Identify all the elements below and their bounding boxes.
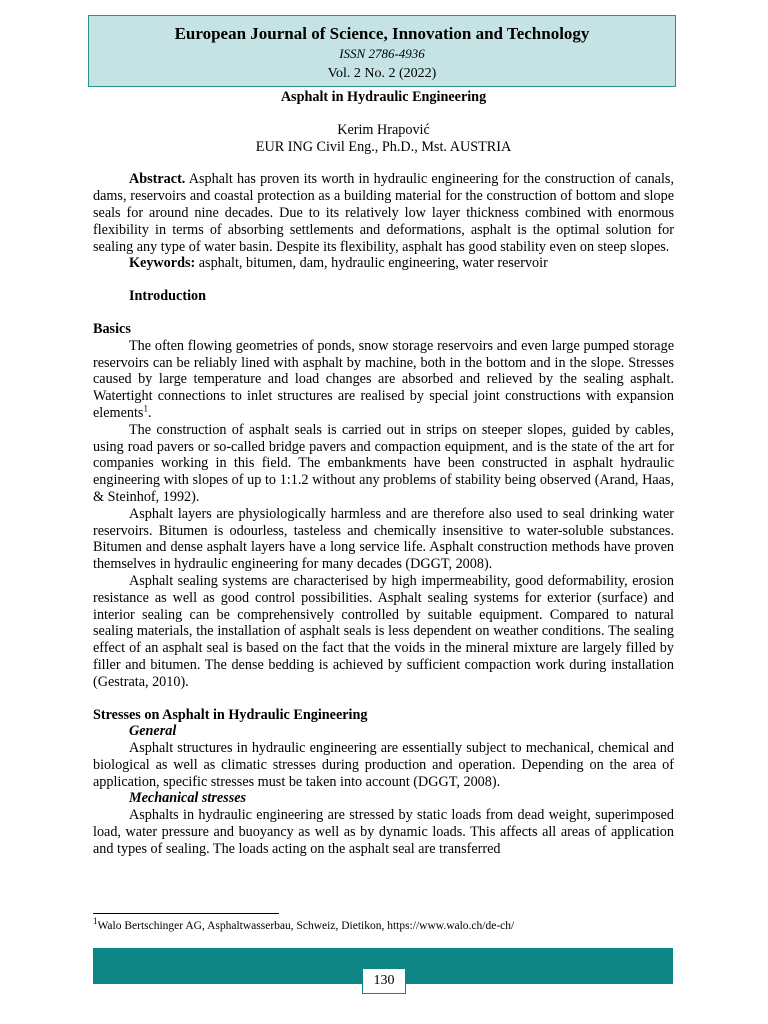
paragraph-end: . [147,404,152,421]
paragraph: Asphalt sealing systems are characterised by high impermeability, good deformability, erosion resistance as well as good control possibilities. Asphalt sealing systems for exterior (surface) and interior sealing can be comprehensively controlled by suitable equipment. Compared to natural sealing materials, the installation of asphalt seals is less dependent on weather conditions. The sealing effect of an asphalt seal is based on the fact that the voids in the mineral mixture are largely filled by filler and bitumen. The dense bedding is achieved by sufficient compaction work during installation (Gestrata, 2010). [93,572,674,690]
volume-issue: Vol. 2 No. 2 (2022) [327,66,437,81]
stresses-heading: Stresses on Asphalt in Hydraulic Engineering [93,706,368,723]
basics-heading: Basics [93,320,131,337]
abstract [93,171,674,255]
page-number: 130 [362,968,406,994]
keywords-text: asphalt, bitumen, dam, hydraulic engineering, water reservoir [195,255,548,272]
abstract-label: Abstract. [129,171,186,188]
paragraph: Asphalt layers are physiologically harmless and are therefore also used to seal drinking water reservoirs. Bitumen is odourless, tasteless and chemically insensitive to water-soluble substances. Bitumen and dense asphalt layers have a long service life. Asphalt construction methods have proven themselves in hydraulic engineering for many decades (DGGT, 2008). [93,505,674,573]
footnote-mark: 1 [93,916,98,927]
paragraph: Asphalt structures in hydraulic engineering are essentially subject to mechanical, chemical and biological as well as climatic stresses during production and operation. Depending on the area of application, specific stresses must be taken into account (DGGT, 2008). [93,740,674,790]
issn: ISSN 2786-4936 [339,46,425,61]
paragraph-text: The often flowing geometries of ponds, snow storage reservoirs and even large pumped storage reservoirs can be reliably lined with asphalt by machine, both in the bottom and in the slope. Stresses caused by large temperature and load changes are absorbed and relieved by the sealing asphalt. Watertight connections to inlet structures are realised by special joint constructions with expansion elements [93,337,674,421]
journal-header [88,15,676,87]
footnote-divider [93,913,279,914]
author-name: Kerim Hrapović [337,121,430,138]
footnote [93,916,515,932]
paper-title: Asphalt in Hydraulic Engineering [280,89,487,105]
journal-title: European Journal of Science, Innovation and Technology [174,24,590,43]
introduction-heading: Introduction [129,288,206,305]
abstract-text: Asphalt has proven its worth in hydraulic engineering for the construction of canals, dams, reservoirs and coastal protection as a building material for the construction of bottom and slope seals for around nine decades. Due to its relatively low layer thickness combined with enormous flexibility in terms of absorbing settlements and deformations, asphalt is the optimal solution for sealing any type of water basin. Despite its flexibility, asphalt has good stability even on steep slopes. [93,171,674,255]
general-subheading: General [129,723,177,740]
mechanical-stresses-subheading: Mechanical stresses [129,790,247,807]
keywords [93,255,674,272]
article-body [93,89,674,858]
paragraph: The construction of asphalt seals is carried out in strips on steeper slopes, guided by cables, using road pavers or so-called bridge pavers and compaction equipment, and is the state of the art for companies working in this field. The embankments have been constructed in asphalt hydraulic engineering with slopes of up to 1:1.2 without any problems of stability being observed (Arand, Haas, & Steinhof, 1992). [93,421,674,505]
paragraph [93,338,674,422]
paragraph: Asphalts in hydraulic engineering are stressed by static loads from dead weight, superimposed load, water pressure and buoyancy as well as by dynamic loads. This affects all areas of application and types of sealing. The loads acting on the asphalt seal are transferred [93,807,674,857]
footnote-text: Walo Bertschinger AG, Asphaltwasserbau, Schweiz, Dietikon, https://www.walo.ch/de-ch/ [97,920,515,932]
keywords-label: Keywords: [129,255,196,272]
author-affiliation: EUR ING Civil Eng., Ph.D., Mst. AUSTRIA [255,138,512,155]
footnote-ref: 1 [143,403,148,414]
